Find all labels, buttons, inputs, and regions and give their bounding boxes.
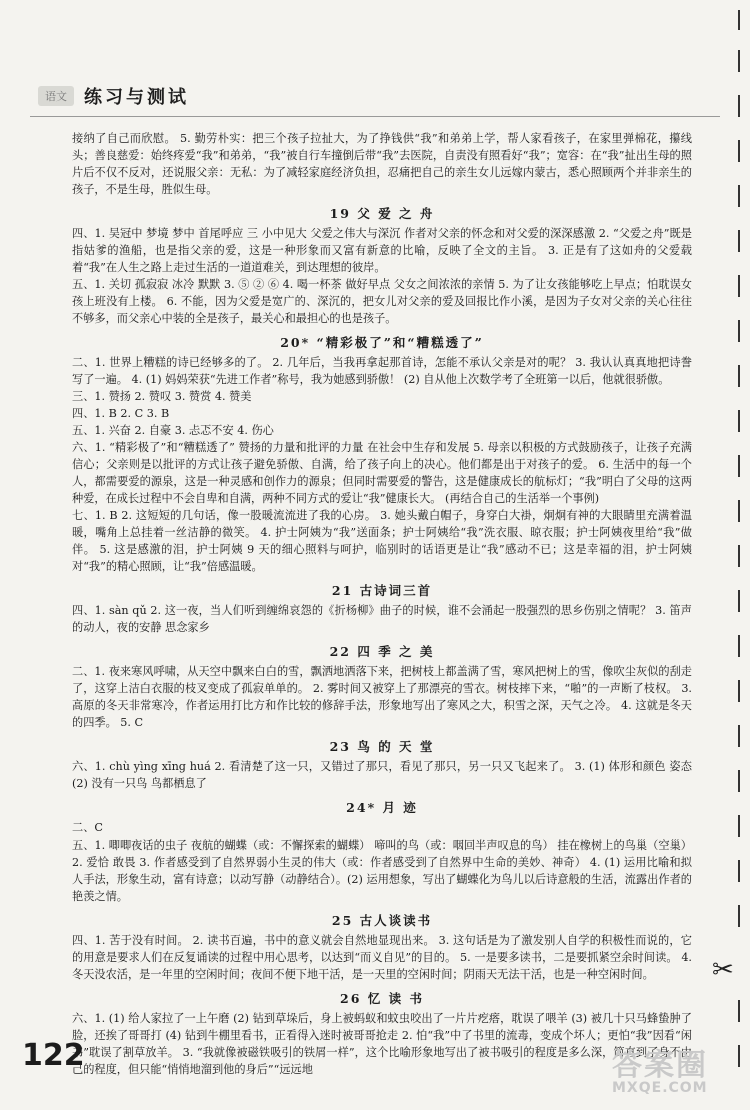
answer-paragraph: 二、1. 夜来寒风呼啸，从天空中飘来白白的雪，飘洒地洒落下来，把树枝上都盖满了雪，寒风把树上的雪，像吹尘灰似的刮走了，这穿上洁白衣服的枝叉变成了孤寂单单的。 2. 雾时间又被穿上了那漂亮的雪衣。树枝摔下来，“啪”的一声断了枝权。 3. 高原的冬天非常寒冷，作者运用打比方和作比较的修辞手法，形象地写出了寒风之大，积雪之深，天气之冷。 4. 这就是冬天的四季。 5. C: [72, 665, 692, 730]
answer-paragraph: 接纳了自己而欣慰。 5. 勤劳朴实：把三个孩子拉扯大，为了挣钱供“我”和弟弟上学，帮人家看孩子，在家里弹棉花，攥线头；善良慈爱：始终疼爱“我”和弟弟，“我”被自行车撞倒后带“我”去医院，自责没有照看好“我”；宽容：在“我”扯出生母的照片后不仅不反对，还说服父亲：无私：为了减轻家庭经济负担，忍痛把自己的亲生女儿远嫁内蒙古，悉心照顾两个并非亲生的孩子，不是生母，胜似生母。: [72, 132, 692, 197]
section-heading: 22 四 季 之 美: [329, 644, 435, 660]
watermark: [612, 1040, 742, 1100]
watermark-line1: 答案圈: [612, 1048, 708, 1083]
section-heading: 21 古诗词三首: [331, 583, 433, 599]
answer-paragraph: 四、1. B 2. C 3. B: [72, 407, 170, 421]
section-heading: 23 鸟 的 天 堂: [329, 739, 435, 755]
answer-paragraph: 五、1. 唧唧夜话的虫子 夜航的蝴蝶（或：不懈探索的蝴蝶） 啼叫的鸟（或：咽回半声叹息的鸟） 挂在橡树上的鸟巢（空巢） 2. 爱恰 敢畏 3. 作者感受到了自然界弱小生灵的伟大（或：作者感受到了自然界中生命的美妙、神奇） 4. (1) 运用比喻和拟人手法，形象生动，富有诗意；以动写静（动静结合）。(2) 运用想象，写出了蝴蝶化为鸟儿以后诗意般的生活，流露出作者的艳羡之情。: [72, 838, 692, 903]
answer-paragraph: 四、1. 苦于没有时间。 2. 读书百遍，书中的意义就会自然地显现出来。 3. 这句话是为了激发别人自学的积极性而说的，它的用意是要求人们在反复诵读的过程中用心思考，以达到“而义自见”的目的。 5. 一是要多读书，二是要抓紧空余时间读。 4. 冬天没农活，是一年里的空闲时间；夜间不便下地干活，是一天里的空闲时间；阴雨天无法干活，也是一种空闲时间。: [72, 933, 692, 981]
section-heading: 25 古人谈读书: [331, 912, 433, 928]
answer-paragraph: 二、1. 世界上糟糕的诗已经够多的了。 2. 几年后，当我再拿起那首诗，怎能不承认父亲是对的呢？ 3. 我认认真真地把诗誊写了一遍。 4. (1) 妈妈荣获“先进工作者”称号，我为她感到骄傲！ (2) 自从他上次数学考了全班第一以后，他就很骄傲。: [72, 356, 692, 387]
answer-paragraph: 五、1. 兴奋 2. 自豪 3. 忐忑不安 4. 伤心: [72, 424, 274, 438]
section-heading: 19 父 爱 之 舟: [329, 206, 435, 222]
answer-paragraph: 六、1. chù yìng xīng huá 2. 看清楚了这一只，又错过了那只，看见了那只，另一只又飞起来了。 3. (1) 体形和颜色 姿态 (2) 没有一只鸟 鸟都栖息了: [72, 760, 692, 791]
answer-paragraph: 四、1. sàn qǔ 2. 这一夜，当人们听到缠绵哀怨的《折杨柳》曲子的时候，谁不会涌起一股强烈的思乡伤别之情呢？ 3. 笛声的动人，夜的安静 思念家乡: [72, 604, 692, 635]
section-heading: 26 忆 读 书: [340, 990, 424, 1006]
page-number: 122: [22, 1038, 85, 1073]
answer-paragraph: 四、1. 吴冠中 梦境 梦中 首尾呼应 三 小中见大 父爱之伟大与深沉 作者对父亲的怀念和对父爱的深深感激 2. “父爱之舟”既是指姑爹的渔船，也是指父亲的爱，这是一种形象而又富有新意的比喻，反映了全文的主旨。 3. 正是有了这如舟的父爱载着“我”在人生之路上走过生活的一道道难关，到达理想的彼岸。: [72, 227, 692, 275]
header-divider: [30, 116, 720, 117]
section-heading: 20* “精彩极了”和“糟糕透了”: [280, 335, 484, 351]
page-header: [38, 82, 189, 110]
answer-paragraph: 七、1. B 2. 这短短的几句话，像一股暖流流进了我的心房。 3. 她头戴白帽子，身穿白大褂，炯炯有神的大眼睛里充满着温暖，嘴角上总挂着一丝洁静的微笑。 4. 护士阿姨为“我”送面条；护士阿姨给“我”洗衣服、晾衣服；护士阿姨夜里给“我”做伴。 5. 这是感激的泪，护士阿姨 9 天的细心照料与呵护，临别时的话语更是让“我”感动不已；这是幸福的泪，护士阿姨对“我”的精心照顾，让“我”倍感温暖。: [72, 509, 692, 574]
section-heading: 24* 月 迹: [346, 800, 418, 816]
answer-paragraph: 六、1. “精彩极了”和“糟糕透了” 赞扬的力量和批评的力量 在社会中生存和发展 5. 母亲以积极的方式鼓励孩子，让孩子充满信心；父亲则是以批评的方式让孩子避免骄傲、自满，给了孩子向上的决心。他们都是出于对孩子的爱。 6. 生活中的每一个人，都需要爱的源泉，这是一种灵感和创作力的源泉；但同时需要爱的警告，这是健康成长的航标灯；“我”明白了父母的这两种爱，在成长过程中不会自卑和自满，两种不同方式的爱让“我”健康长大。 (再结合自己的生活举一个事例): [72, 441, 692, 506]
answer-paragraph: 二、C: [72, 821, 103, 835]
cut-line: [730, 0, 750, 1110]
book-logo: 语文: [38, 86, 74, 106]
answer-content: [72, 130, 692, 1078]
answer-paragraph: 三、1. 赞扬 2. 赞叹 3. 赞赏 4. 赞美: [72, 390, 252, 404]
book-title: 练习与测试: [84, 87, 189, 108]
answer-paragraph: 五、1. 关切 孤寂寂 冰冷 默默 3. ⑤ ② ⑥ 4. 喝一杯茶 做好早点 父女之间浓浓的亲情 5. 为了让女孩能够吃上早点；怕耽误女孩上班没有上楼。 6. 不能，因为父爱是宽广的、深沉的，把女儿对父亲的爱及回报比作小溪，是因为子女对父亲的关心往往不够多，而父亲心中装的全是孩子，最关心和最担心的也是孩子。: [72, 278, 692, 326]
watermark-line2: MXQE.COM: [612, 1080, 708, 1096]
scissors-icon: ✂: [712, 955, 734, 985]
answer-paragraph: 六、1. (1) 给人家拉了一上午磨 (2) 钻到草垛后，身上被蚂蚁和蚊虫咬出了一片片疙瘩，耽误了喂羊 (3) 被几十只马蜂蛰肿了脸，还挨了哥哥打 (4) 钻到牛棚里看书，正看得入迷时被哥哥抢走 2. 怕“我”中了书里的流毒，变成个坏人；更怕“我”因看“闲书”耽误了割草放羊。 3. “我就像被磁铁吸引的铁屑一样”，这个比喻形象地写出了被书吸引的程度是多么深，简直到了身不由己的程度，但只能“悄悄地溜到他的身后”“远远地: [72, 1011, 692, 1076]
